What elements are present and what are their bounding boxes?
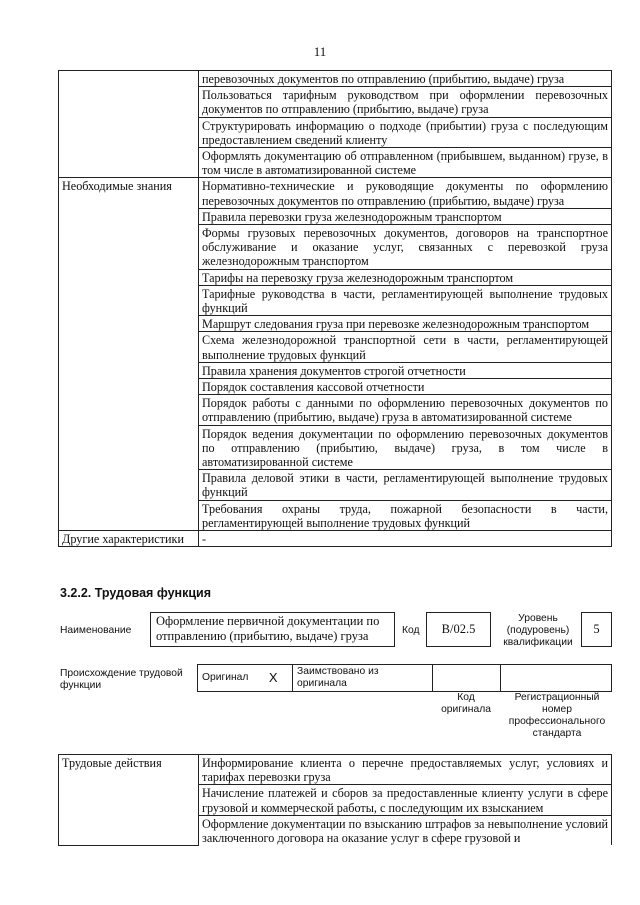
table-row (59, 178, 612, 208)
knowledge-item: Нормативно-технические и руководящие документы по оформлению перевозочных документов по отправлению (прибытию, выдаче) груза (199, 178, 612, 208)
action-item: Информирование клиента о перечне предоставляемых услуг, условиях и тарифах перевозки груза (199, 755, 612, 785)
origin-label: Происхождение трудовой функции (60, 668, 183, 691)
code-label: Код (402, 625, 420, 636)
knowledge-item: Схема железнодорожной транспортной сети в части, регламентирующей выполнение трудовых функций (199, 332, 612, 362)
original-mark: X (255, 665, 293, 692)
actions-label: Трудовые действия (59, 755, 199, 846)
work-actions-table (58, 754, 612, 846)
original-label: Оригинал (198, 665, 255, 692)
skill-item: Оформлять документацию об отправленном (прибывшем, выданном) грузе, в том числе в автоматизированной системе (199, 148, 612, 178)
knowledge-item: Порядок составления кассовой отчетности (199, 379, 612, 395)
level-box: 5 (581, 612, 612, 647)
knowledge-item: Порядок работы с данными по оформлению перевозочных документов по отправлению (прибытию, выдаче) груза в автоматизированной системе (199, 395, 612, 425)
table-row (59, 71, 612, 87)
borrowed-label: Заимствовано из оригинала (293, 665, 433, 692)
knowledge-label: Необходимые знания (59, 178, 199, 531)
skill-item: Пользоваться тарифным руководством при оформлении перевозочных документов по отправлению (прибытию, выдаче) груза (199, 87, 612, 117)
reg-number-caption: Регистрационный номер профессионального стандарта (508, 692, 606, 739)
requirements-table (58, 70, 612, 547)
action-item: Начисление платежей и сборов за предоставленные клиенту услуги в сфере грузовой и коммерческой работы, с последующим их взысканием (199, 785, 612, 815)
knowledge-item: Правила перевозки груза железнодорожным транспортом (199, 208, 612, 224)
skill-item: перевозочных документов по отправлению (прибытию, выдаче) груза (199, 71, 612, 87)
knowledge-item: Правила деловой этики в части, регламентирующей выполнение трудовых функций (199, 470, 612, 500)
code-box: B/02.5 (426, 612, 491, 647)
table-row (59, 531, 612, 547)
level-label: Уровень (подуровень) квалификации (503, 613, 573, 648)
reg-number-cell (501, 665, 612, 692)
table-row (198, 665, 612, 692)
other-characteristics-value: - (199, 531, 612, 547)
skills-label-cell (59, 71, 199, 178)
origin-code-cell (433, 665, 501, 692)
knowledge-item: Тарифные руководства в части, регламентирующей выполнение трудовых функций (199, 285, 612, 315)
name-label: Наименование (60, 625, 132, 636)
knowledge-item: Требования охраны труда, пожарной безопасности в части, регламентирующей выполнение трудовых функций (199, 500, 612, 530)
origin-code-caption: Код оригинала (441, 692, 491, 715)
knowledge-item: Маршрут следования груза при перевозке железнодорожным транспортом (199, 316, 612, 332)
page-number: 11 (313, 44, 327, 59)
origin-table (197, 664, 612, 692)
function-name-box: Оформление первичной документации по отправлению (прибытию, выдаче) груза (150, 612, 395, 647)
knowledge-item: Тарифы на перевозку груза железнодорожным транспортом (199, 269, 612, 285)
table-row (59, 755, 612, 785)
section-heading: 3.2.2. Трудовая функция (60, 586, 212, 600)
knowledge-item: Формы грузовых перевозочных документов, договоров на транспортное обслуживание и оказание услуг, связанных с перевозкой груза железнодорожным транспортом (199, 225, 612, 270)
knowledge-item: Правила хранения документов строгой отчетности (199, 362, 612, 378)
skill-item: Структурировать информацию о подходе (прибытии) груза с последующим предоставлением сведений клиенту (199, 117, 612, 147)
other-characteristics-label: Другие характеристики (59, 531, 199, 547)
action-item: Оформление документации по взысканию штрафов за невыполнение условий заключенного договора на оказание услуг в сфере грузовой и (199, 815, 612, 845)
knowledge-item: Порядок ведения документации по оформлению перевозочных документов по отправлению (прибытию, выдаче) груза, в том числе в автоматизированной системе (199, 425, 612, 470)
